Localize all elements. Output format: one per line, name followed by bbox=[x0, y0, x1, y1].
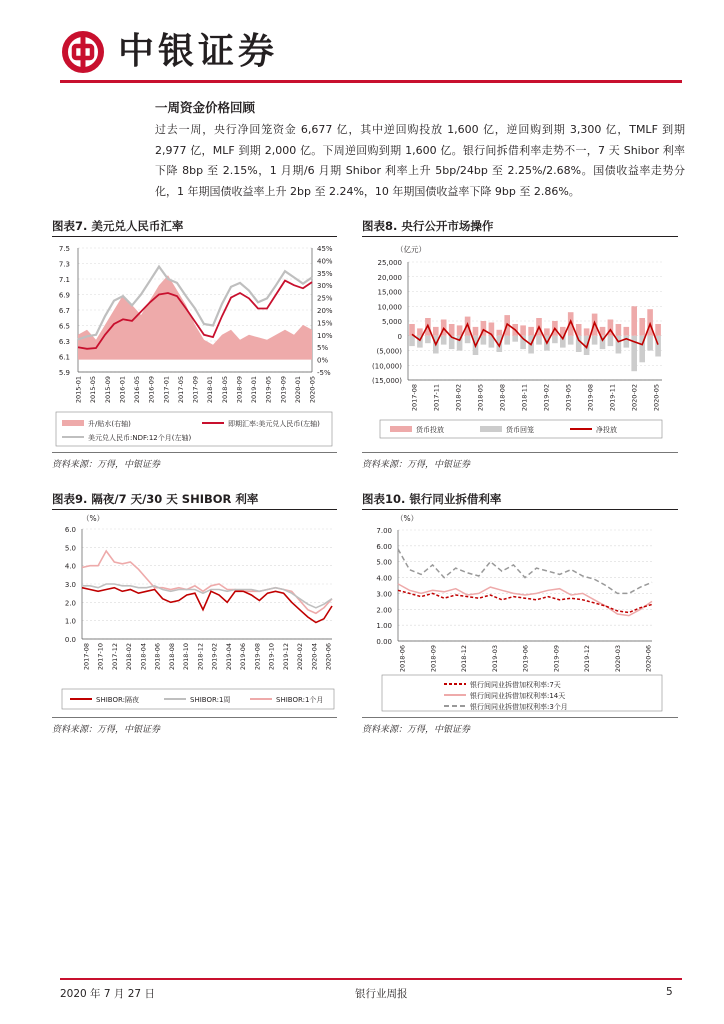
fig8-x-tick-label: 2020-05 bbox=[652, 384, 661, 412]
fig9-legend-label: SHIBOR:1周 bbox=[190, 696, 231, 704]
fig7-y-tick-label: 7.3 bbox=[58, 260, 70, 269]
fig9-y-tick-label: 4.0 bbox=[64, 562, 76, 571]
fig10-y-tick-label: 5.00 bbox=[376, 558, 392, 567]
fig10-legend-label: 银行间同业拆借加权利率:14天 bbox=[470, 692, 566, 700]
fig8-bar bbox=[631, 306, 637, 336]
fig8-y-tick-label: 15,000 bbox=[377, 288, 402, 297]
fig8-legend-swatch bbox=[390, 426, 412, 432]
fig7-x-tick-label: 2016-09 bbox=[147, 376, 156, 404]
fig7-y2-tick-label: 0% bbox=[317, 356, 329, 365]
fig10-title: 图表10. 银行同业拆借利率 bbox=[362, 492, 502, 506]
fig8-y-tick-label: 5,000 bbox=[381, 318, 402, 326]
fig7-y2-tick-label: 10% bbox=[317, 331, 333, 340]
fig10-y-tick-label: 2.00 bbox=[376, 606, 392, 615]
fig7-legend-label: 美元兑人民币:NDF:12个月(左轴) bbox=[88, 434, 192, 442]
fig10-x-tick-label: 2018-12 bbox=[460, 645, 468, 673]
fig10-series-line bbox=[398, 590, 652, 612]
fig8-x-tick-label: 2019-08 bbox=[586, 384, 595, 412]
fig10-series-line bbox=[398, 584, 652, 616]
fig8-chart bbox=[362, 238, 678, 450]
fig7-y2-tick-label: 35% bbox=[317, 269, 333, 278]
fig10-bottom-rule bbox=[362, 717, 678, 718]
fig10-y-tick-label: 4.00 bbox=[376, 574, 392, 583]
fig8-bar bbox=[425, 336, 431, 343]
fig7-y2-tick-label: 25% bbox=[317, 294, 333, 303]
fig8-y-tick-label: (10,000) bbox=[372, 362, 402, 371]
fig7-x-tick-label: 2018-01 bbox=[206, 376, 215, 404]
fig10-y-tick-label: 6.00 bbox=[376, 542, 392, 551]
fig10-unit-label: （%） bbox=[396, 514, 419, 523]
fig7-bottom-rule bbox=[52, 452, 337, 453]
fig9-x-tick-label: 2018-08 bbox=[167, 643, 176, 671]
fig8-unit-label: （亿元） bbox=[396, 245, 426, 254]
fig8-bar bbox=[592, 336, 598, 345]
fig10-x-tick-label: 2019-03 bbox=[490, 645, 499, 673]
fig9-x-tick-label: 2020-04 bbox=[310, 643, 319, 671]
fig7-source: 资料来源：万得，中银证券 bbox=[52, 460, 161, 470]
fig8-x-tick-label: 2017-11 bbox=[432, 384, 441, 412]
fig9-chart bbox=[52, 511, 337, 715]
fig10-x-tick-label: 2019-12 bbox=[583, 645, 591, 673]
fig8-x-tick-label: 2018-11 bbox=[520, 384, 529, 412]
fig9-x-tick-label: 2019-12 bbox=[281, 643, 290, 671]
fig7-y-tick-label: 6.9 bbox=[58, 291, 70, 300]
fig8-x-tick-label: 2018-08 bbox=[498, 384, 507, 412]
fig8-x-tick-label: 2018-05 bbox=[476, 384, 485, 412]
fig7-x-tick-label: 2016-01 bbox=[118, 376, 127, 404]
fig8-top-rule bbox=[362, 236, 678, 237]
fig8-x-tick-label: 2019-05 bbox=[564, 384, 573, 412]
fig7-y-tick-label: 6.5 bbox=[58, 322, 70, 331]
fig8-bar bbox=[624, 336, 630, 348]
fig7-legend-swatch bbox=[62, 420, 84, 426]
fig9-y-tick-label: 2.0 bbox=[64, 599, 76, 608]
footer-rule bbox=[60, 978, 682, 980]
fig8-bar bbox=[465, 336, 471, 343]
fig7-y2-tick-label: 45% bbox=[317, 245, 333, 253]
fig8-bar bbox=[552, 336, 558, 343]
fig8-x-tick-label: 2019-11 bbox=[608, 384, 617, 412]
fig10-y-tick-label: 3.00 bbox=[376, 590, 392, 599]
fig8-bar bbox=[544, 328, 550, 335]
fig7-y-tick-label: 6.3 bbox=[58, 338, 70, 346]
header-rule bbox=[60, 80, 682, 83]
fig10-legend-label: 银行间同业拆借加权利率:3个月 bbox=[470, 703, 568, 711]
fig10-legend-label: 银行间同业拆借加权利率:7天 bbox=[470, 681, 561, 689]
fig8-bar bbox=[568, 336, 574, 345]
fig8-y-tick-label: 0 bbox=[397, 332, 402, 341]
fig9-x-tick-label: 2017-10 bbox=[96, 643, 105, 671]
fig8-bar bbox=[528, 327, 534, 336]
fig8-bar bbox=[441, 336, 447, 345]
fig8-y-tick-label: 25,000 bbox=[377, 259, 402, 267]
fig8-bar bbox=[520, 325, 526, 335]
fig8-y-tick-label: (15,000) bbox=[372, 377, 402, 385]
fig9-x-tick-label: 2019-08 bbox=[253, 643, 262, 671]
fig7-y2-tick-label: 15% bbox=[317, 319, 333, 328]
fig7-y2-tick-label: -5% bbox=[317, 369, 331, 377]
fig7-x-tick-label: 2017-05 bbox=[176, 376, 185, 404]
fig9-y-tick-label: 1.0 bbox=[64, 617, 76, 626]
fig7-y-tick-label: 7.5 bbox=[58, 245, 70, 253]
fig9-y-tick-label: 3.0 bbox=[64, 581, 76, 589]
fig9-top-rule bbox=[52, 509, 337, 510]
fig9-y-tick-label: 0.0 bbox=[64, 636, 76, 644]
fig7-x-tick-label: 2016-05 bbox=[133, 376, 141, 404]
fig7-y2-tick-label: 20% bbox=[317, 307, 333, 315]
fig10-series-line bbox=[398, 549, 652, 593]
fig9-x-tick-label: 2018-12 bbox=[196, 643, 205, 671]
fig7-x-tick-label: 2015-01 bbox=[74, 376, 83, 404]
fig9-x-tick-label: 2020-06 bbox=[324, 643, 333, 671]
fig9-x-tick-label: 2018-04 bbox=[139, 643, 148, 671]
fig9-x-tick-label: 2019-10 bbox=[267, 643, 276, 671]
fig7-x-tick-label: 2018-05 bbox=[220, 376, 229, 404]
fig7-x-tick-label: 2020-01 bbox=[293, 376, 302, 404]
fig8-bar bbox=[473, 327, 479, 336]
fig7-y2-tick-label: 40% bbox=[317, 257, 333, 266]
fig8-bar bbox=[409, 324, 415, 336]
fig7-x-tick-label: 2019-09 bbox=[279, 376, 288, 404]
brand-name: 中银证券 bbox=[118, 30, 279, 72]
section-title: 一周资金价格回顾 bbox=[155, 100, 256, 115]
fig8-x-tick-label: 2020-02 bbox=[630, 384, 639, 412]
fig7-series-area bbox=[78, 275, 312, 359]
fig8-bar bbox=[417, 328, 423, 335]
fig9-x-tick-label: 2020-02 bbox=[296, 643, 305, 671]
fig7-y-tick-label: 6.7 bbox=[58, 307, 70, 315]
fig9-x-tick-label: 2018-06 bbox=[153, 643, 162, 671]
fig8-bar bbox=[481, 336, 487, 345]
fig10-x-tick-label: 2019-09 bbox=[552, 645, 561, 673]
fig8-bar bbox=[457, 325, 463, 335]
fig7-legend-label: 即期汇率:美元兑人民币(左轴) bbox=[228, 420, 320, 428]
fig9-legend-label: SHIBOR:1个月 bbox=[276, 696, 324, 704]
page-header bbox=[0, 0, 724, 90]
fig9-legend-label: SHIBOR:隔夜 bbox=[96, 696, 139, 704]
fig8-legend-swatch bbox=[480, 426, 502, 432]
fig9-y-tick-label: 6.0 bbox=[64, 526, 76, 534]
fig10-x-tick-label: 2018-09 bbox=[429, 645, 438, 673]
fig9-x-tick-label: 2019-06 bbox=[239, 643, 248, 671]
fig7-y-tick-label: 7.1 bbox=[58, 276, 70, 284]
fig9-unit-label: （%） bbox=[82, 514, 105, 523]
fig9-x-tick-label: 2017-12 bbox=[110, 643, 119, 671]
fig7-x-tick-label: 2019-01 bbox=[250, 376, 258, 404]
fig8-x-tick-label: 2019-02 bbox=[542, 384, 551, 412]
fig8-legend-label: 货币投放 bbox=[416, 426, 444, 434]
fig8-bar bbox=[536, 336, 542, 345]
fig8-legend-label: 货币回笼 bbox=[506, 426, 534, 434]
fig8-bar bbox=[584, 328, 590, 335]
summary-paragraph: 过去一周，央行净回笼资金 6,677 亿，其中逆回购投放 1,600 亿，逆回购到期 3,300 亿，TMLF 到期 2,977 亿，MLF 到期 2,000 亿。下周逆回购到期 1,600 亿。银行间拆借利率走势不一，7 天 Shibor 利率下降 8bp 至 2.15%，1 月期/6 月期 Shibor 利率上升 5bp/24bp 至 2.25%/2.68%。国债收益率走势分化，1 年期国债收益率上升 2bp 至 2.24%，10 年期国债收益率下降 9bp 至 2.86%。 bbox=[155, 123, 685, 198]
fig8-y-tick-label: (5,000) bbox=[376, 347, 402, 356]
footer-date: 2020 年 7 月 27 日 bbox=[60, 988, 155, 1000]
fig10-y-tick-label: 7.00 bbox=[376, 527, 392, 535]
fig8-x-tick-label: 2018-02 bbox=[454, 384, 463, 412]
fig7-x-tick-label: 2020-05 bbox=[308, 376, 317, 404]
fig8-y-tick-label: 20,000 bbox=[377, 273, 402, 282]
page-number: 5 bbox=[666, 986, 673, 998]
fig10-x-tick-label: 2020-06 bbox=[644, 645, 653, 673]
fig7-x-tick-label: 2017-01 bbox=[162, 376, 171, 404]
fig8-bar bbox=[433, 327, 439, 336]
fig8-bar bbox=[504, 336, 510, 345]
fig8-x-tick-label: 2017-08 bbox=[410, 384, 419, 412]
fig8-bar bbox=[512, 336, 518, 342]
fig7-x-tick-label: 2015-09 bbox=[103, 376, 112, 404]
fig8-legend-label: 净投放 bbox=[596, 426, 617, 434]
fig8-bar bbox=[497, 330, 503, 336]
fig9-x-tick-label: 2018-02 bbox=[125, 643, 134, 671]
fig7-y2-tick-label: 5% bbox=[317, 344, 329, 353]
fig8-bar bbox=[616, 324, 622, 336]
fig10-y-tick-label: 1.00 bbox=[376, 622, 392, 631]
fig8-source: 资料来源：万得，中银证券 bbox=[362, 460, 471, 470]
fig9-x-tick-label: 2018-10 bbox=[182, 643, 191, 671]
fig8-bar bbox=[608, 336, 614, 346]
bank-of-china-logo-icon bbox=[62, 31, 104, 73]
fig7-y-tick-label: 6.1 bbox=[58, 353, 70, 362]
fig9-series-line bbox=[82, 588, 332, 623]
fig8-bar bbox=[639, 318, 645, 336]
fig9-y-tick-label: 5.0 bbox=[64, 544, 76, 553]
fig8-title: 图表8. 央行公开市场操作 bbox=[362, 219, 494, 233]
fig9-x-tick-label: 2019-04 bbox=[224, 643, 233, 671]
fig10-chart bbox=[362, 511, 678, 715]
footer-doc-type: 银行业周报 bbox=[355, 988, 408, 1000]
fig7-y2-tick-label: 30% bbox=[317, 282, 333, 291]
fig10-source: 资料来源：万得，中银证券 bbox=[362, 725, 471, 735]
fig8-bar bbox=[647, 336, 653, 351]
fig8-bottom-rule bbox=[362, 452, 678, 453]
fig10-top-rule bbox=[362, 509, 678, 510]
fig7-chart bbox=[52, 238, 337, 450]
fig10-x-tick-label: 2020-03 bbox=[613, 645, 622, 673]
fig7-legend-label: 升/贴水(右轴) bbox=[88, 420, 131, 428]
fig10-x-tick-label: 2019-06 bbox=[521, 645, 530, 673]
fig8-bar bbox=[624, 327, 630, 336]
fig10-y-tick-label: 0.00 bbox=[376, 638, 392, 646]
fig9-title: 图表9. 隔夜/7 天/30 天 SHIBOR 利率 bbox=[52, 492, 259, 506]
fig7-x-tick-label: 2019-05 bbox=[264, 376, 273, 404]
fig9-x-tick-label: 2017-08 bbox=[82, 643, 91, 671]
fig10-x-tick-label: 2018-06 bbox=[398, 645, 407, 673]
fig8-y-tick-label: 10,000 bbox=[377, 303, 402, 312]
fig9-x-tick-label: 2019-02 bbox=[210, 643, 219, 671]
fig8-bar bbox=[655, 324, 661, 336]
fig9-bottom-rule bbox=[52, 717, 337, 718]
fig8-bar bbox=[457, 336, 463, 351]
fig7-x-tick-label: 2015-05 bbox=[89, 376, 98, 404]
fig7-y-tick-label: 5.9 bbox=[58, 369, 70, 377]
fig7-x-tick-label: 2017-09 bbox=[191, 376, 200, 404]
fig7-title: 图表7. 美元兑人民币汇率 bbox=[52, 219, 184, 233]
fig9-source: 资料来源：万得，中银证券 bbox=[52, 725, 161, 735]
fig7-x-tick-label: 2018-09 bbox=[235, 376, 244, 404]
fig8-bar bbox=[409, 336, 415, 346]
fig7-top-rule bbox=[52, 236, 337, 237]
